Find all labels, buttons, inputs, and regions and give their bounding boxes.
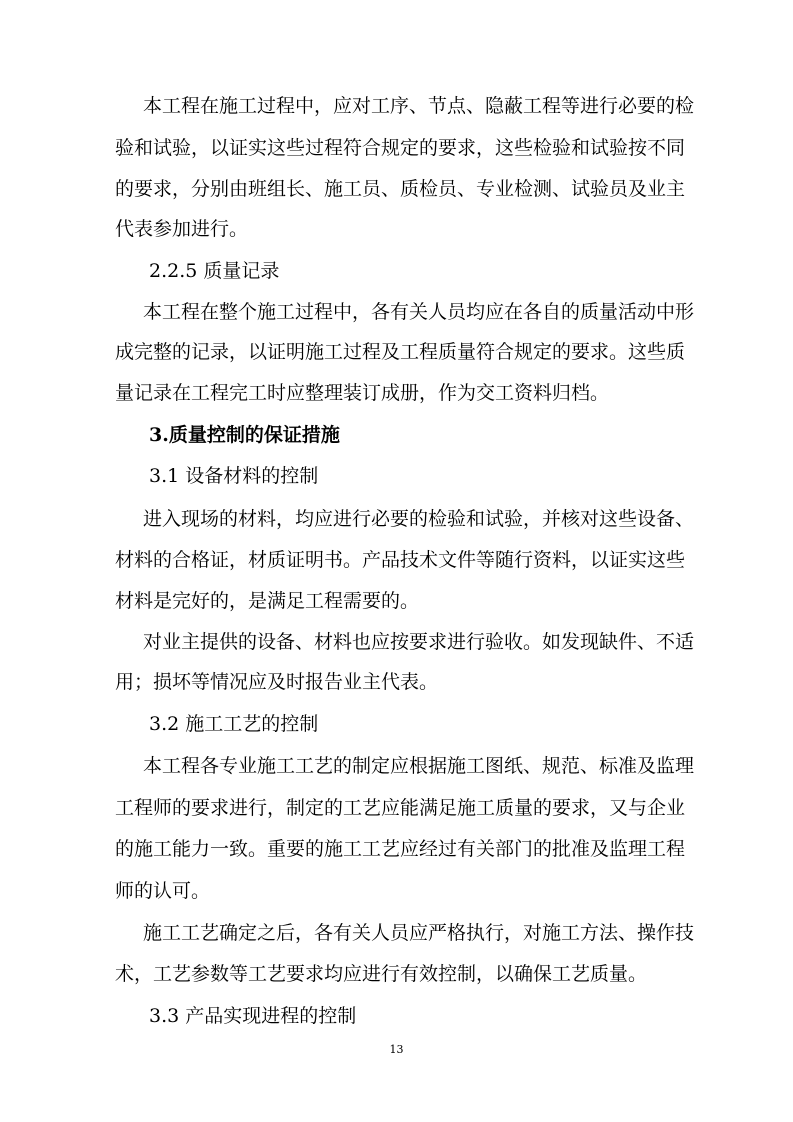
section-heading-3-2: 3.2 施工工艺的控制 <box>149 713 319 735</box>
paragraph-3-line-3: 材料是完好的，是满足工程需要的。 <box>115 590 420 612</box>
paragraph-1-line-3: 的要求，分别由班组长、施工员、质检员、专业检测、试验员及业主 <box>115 178 686 200</box>
paragraph-2-line-2: 成完整的记录，以证明施工过程及工程质量符合规定的要求。这些质 <box>115 341 686 363</box>
section-heading-3-3: 3.3 产品实现进程的控制 <box>149 1005 357 1027</box>
paragraph-1-line-2: 验和试验，以证实这些过程符合规定的要求，这些检验和试验按不同 <box>115 137 686 159</box>
paragraph-3-line-2: 材料的合格证，材质证明书。产品技术文件等随行资料，以证实这些 <box>115 549 686 571</box>
paragraph-1-line-4: 代表参加进行。 <box>115 218 249 240</box>
paragraph-4-line-2: 用；损坏等情况应及时报告业主代表。 <box>115 671 439 693</box>
paragraph-2-line-1: 本工程在整个施工过程中，各有关人员均应在各自的质量活动中形 <box>143 301 695 323</box>
paragraph-4-line-1: 对业主提供的设备、材料也应按要求进行验收。如发现缺件、不适 <box>143 631 695 653</box>
paragraph-5-line-4: 师的认可。 <box>115 880 211 902</box>
paragraph-6-line-2: 术，工艺参数等工艺要求均应进行有效控制，以确保工艺质量。 <box>115 963 648 985</box>
paragraph-6-line-1: 施工工艺确定之后，各有关人员应严格执行，对施工方法、操作技 <box>143 922 695 944</box>
section-heading-3: 3.质量控制的保证措施 <box>149 424 340 446</box>
section-heading-3-1: 3.1 设备材料的控制 <box>149 465 319 487</box>
section-heading-2-2-5: 2.2.5 质量记录 <box>149 260 280 282</box>
paragraph-2-line-3: 量记录在工程完工时应整理装订成册，作为交工资料归档。 <box>115 382 610 404</box>
paragraph-1-line-1: 本工程在施工过程中，应对工序、节点、隐蔽工程等进行必要的检 <box>143 95 695 117</box>
paragraph-5-line-3: 的施工能力一致。重要的施工工艺应经过有关部门的批准及监理工程 <box>115 838 686 860</box>
paragraph-5-line-1: 本工程各专业施工工艺的制定应根据施工图纸、规范、标准及监理 <box>143 755 695 777</box>
paragraph-5-line-2: 工程师的要求进行，制定的工艺应能满足施工质量的要求，又与企业 <box>115 797 686 819</box>
page-number: 13 <box>389 1043 404 1056</box>
paragraph-3-line-1: 进入现场的材料，均应进行必要的检验和试验，并核对这些设备、 <box>143 508 695 530</box>
